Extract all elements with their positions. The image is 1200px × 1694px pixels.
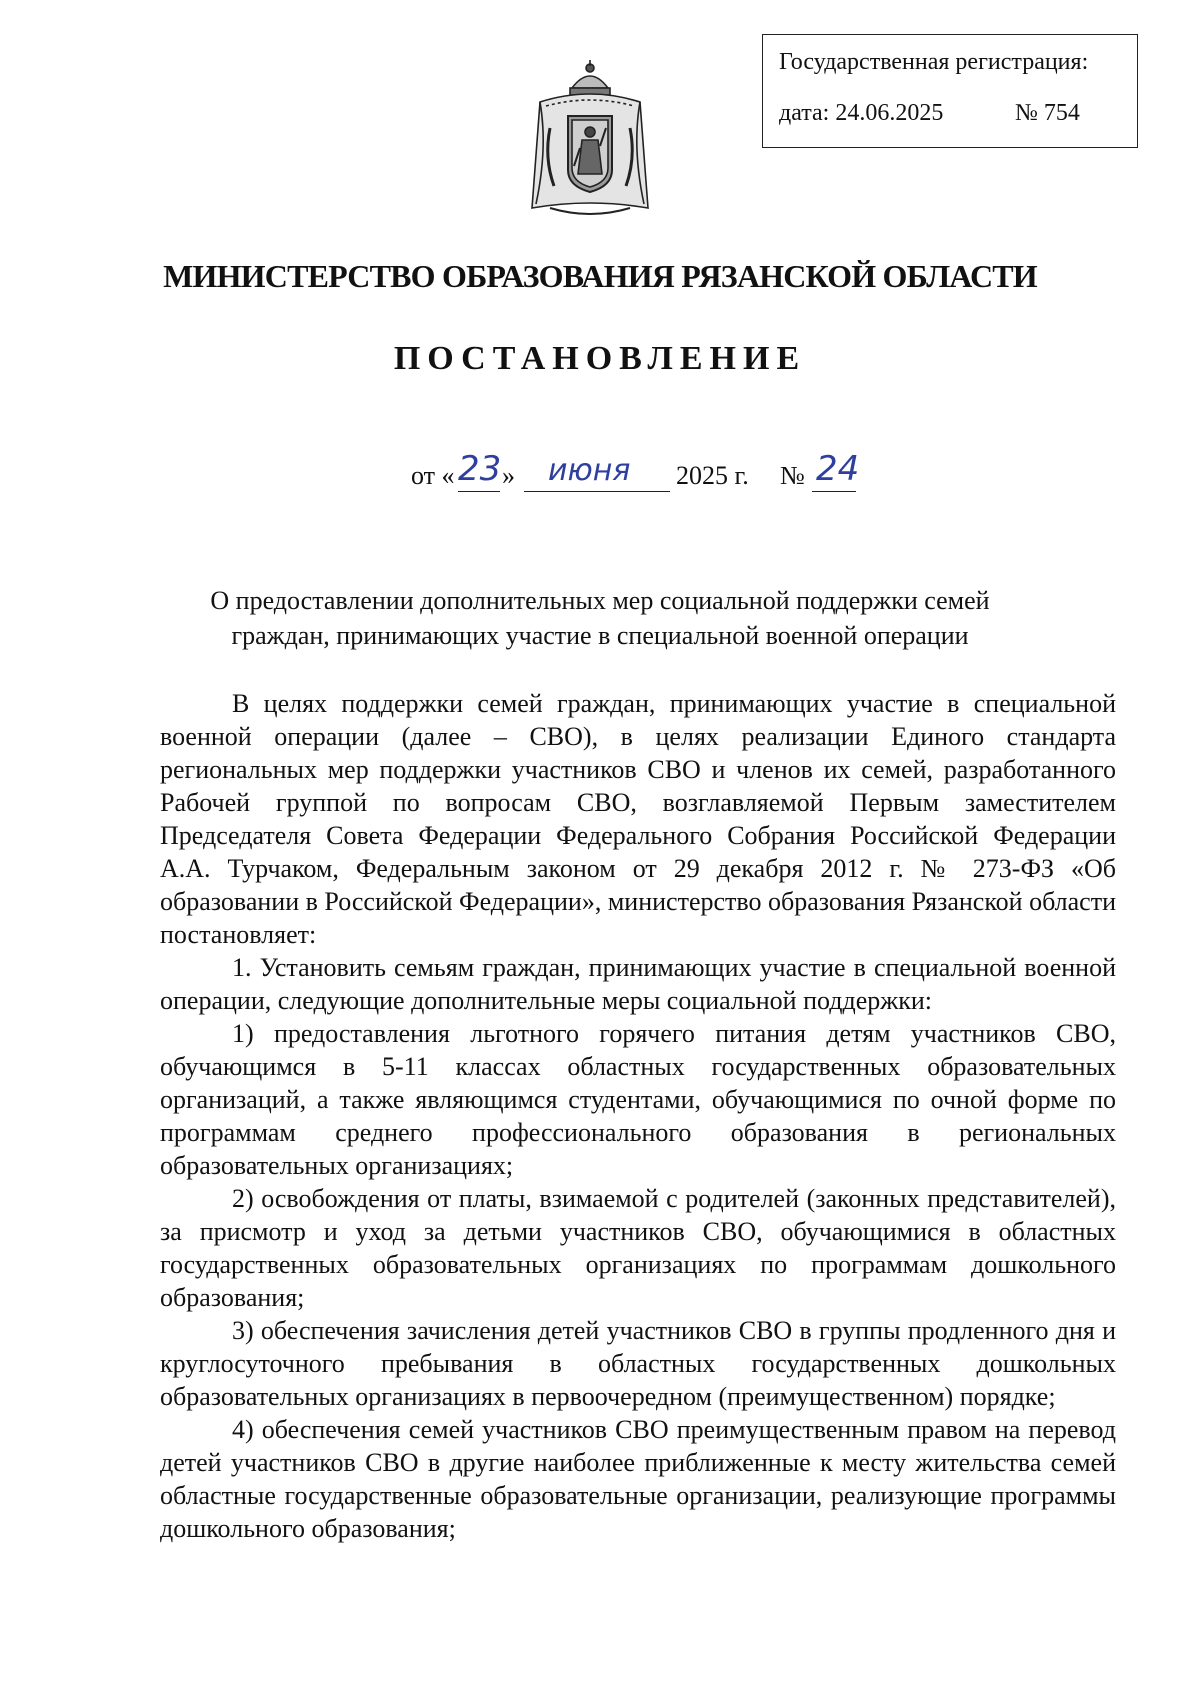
number-prefix: № [780,461,805,490]
registration-stamp [762,34,1138,148]
registration-title: Государственная регистрация: [779,49,1089,75]
list-item-paragraph: 2) освобождения от платы, взимаемой с родителей (законных представителей), за присмотр и уход за детьми участников СВО, обучающимися в областных государственных образовательных организациях по программам дошкольного образования; [160,1184,1116,1312]
date-year: 2025 г. [676,461,749,490]
handwritten-month: июня [548,453,631,488]
list-item-paragraph: 4) обеспечения семей участников СВО преимущественным правом на перевод детей участников СВО в другие наиболее приближенные к месту жительства семей областные государственные образовательные организации, реализующие программы дошкольного образования; [160,1415,1116,1543]
date-line [0,449,1200,515]
clause-paragraph: 1. Установить семьям граждан, принимающих участие в специальной военной операции, следующие дополнительные меры социальной поддержки: [160,953,1116,1015]
ministry-name: МИНИСТЕРСТВО ОБРАЗОВАНИЯ РЯЗАНСКОЙ ОБЛАСТИ [163,258,1037,294]
handwritten-day: 23 [458,449,502,489]
document-body [160,687,1116,1545]
registration-number: № 754 [1015,100,1080,126]
date-close-quote: » [502,461,515,490]
number-underline [812,491,856,492]
handwritten-number: 24 [816,449,860,489]
day-underline [458,491,500,492]
registration-date: дата: 24.06.2025 [779,100,944,126]
document-subject: О предоставлении дополнительных мер социальной поддержки семей граждан, принимающих участие в специальной военной операции [210,586,990,650]
list-item-paragraph: 1) предоставления льготного горячего питания детям участников СВО, обучающимся в 5-11 классах областных государственных образовательных организаций, а также являющимся студентами, обучающимися по очной форме по программам среднего профессионального образования в региональных образовательных организациях; [160,1019,1116,1180]
list-item-paragraph: 3) обеспечения зачисления детей участников СВО в группы продленного дня и круглосуточного пребывания в областных государственных дошкольных образовательных организациях в первоочередном (преимущественном) порядке; [160,1316,1116,1411]
month-underline [524,491,670,492]
date-prefix: от « [411,461,455,490]
preamble-paragraph: В целях поддержки семей граждан, принимающих участие в специальной военной операции (далее – СВО), в целях реализации Единого стандарта региональных мер поддержки участников СВО и членов их семей, разработанного Рабочей группой по вопросам СВО, возглавляемой Первым заместителем Председателя Совета Федерации Федерального Собрания Российской Федерации А.А. Турчаком, Федеральным законом от 29 декабря 2012 г. № 273-ФЗ «Об образовании в Российской Федерации», министерство образования Рязанской области постановляет: [160,689,1116,949]
document-type: ПОСТАНОВЛЕНИЕ [393,340,807,377]
coat-of-arms-emblem [520,58,660,226]
